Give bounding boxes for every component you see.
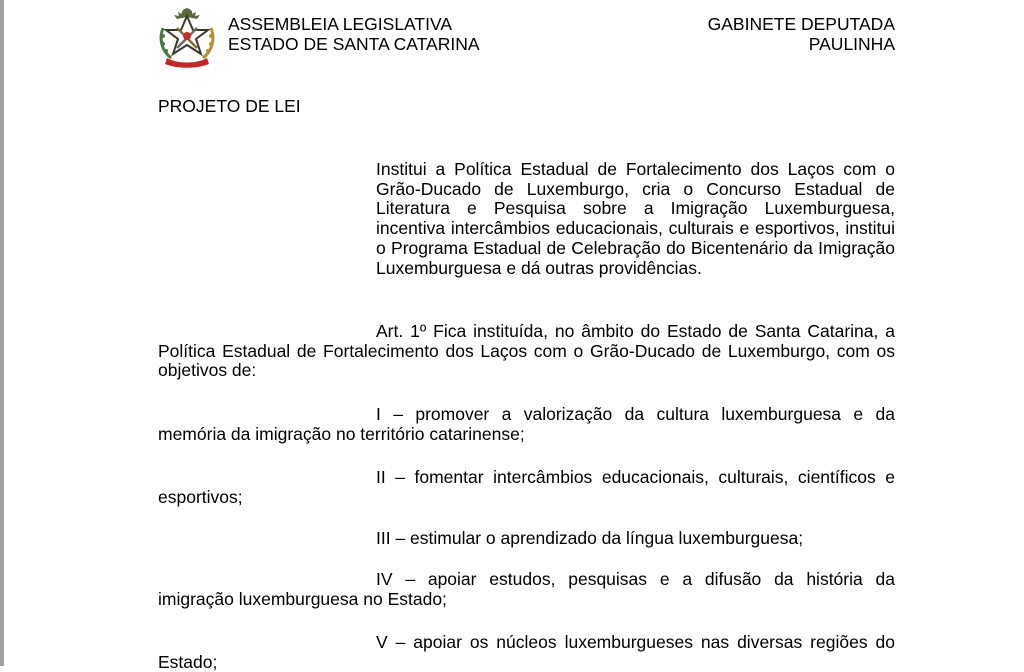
document-type-title: PROJETO DE LEI <box>158 96 301 116</box>
item-text: I – promover a valorização da cultura luxemburguesa e da memória da imigração no território catarinense; <box>158 404 895 444</box>
institution-line-1: ASSEMBLEIA LEGISLATIVA <box>228 14 453 34</box>
article-1-item-iv <box>158 570 895 609</box>
article-1-item-ii <box>158 468 895 507</box>
item-text: V – apoiar os núcleos luxemburgueses nas diversas regiões do Estado; <box>158 632 895 672</box>
institution-header <box>228 14 480 54</box>
office-line-1: GABINETE DEPUTADA <box>707 14 895 34</box>
institution-line-2: ESTADO DE SANTA CATARINA <box>228 34 480 54</box>
santa-catarina-coat-of-arms-icon <box>157 6 217 68</box>
article-1-item-v <box>158 633 895 672</box>
article-1-text: Art. 1º Fica instituída, no âmbito do Estado de Santa Catarina, a Política Estadual de Fortalecimento dos Laços com o Grão-Ducado de Luxemburgo, com os objetivos de: <box>158 321 895 381</box>
item-text: III – estimular o aprendizado da língua luxemburguesa; <box>376 528 804 548</box>
article-1-paragraph <box>158 322 895 381</box>
article-1-item-i <box>158 405 895 444</box>
item-text: II – fomentar intercâmbios educacionais, culturais, científicos e esportivos; <box>158 467 895 507</box>
office-header <box>688 14 895 54</box>
office-line-2: PAULINHA <box>808 34 895 54</box>
item-text: IV – apoiar estudos, pesquisas e a difusão da história da imigração luxemburguesa no Estado; <box>158 569 895 609</box>
article-1-item-iii <box>158 529 895 549</box>
bill-summary-ementa: Institui a Política Estadual de Fortalecimento dos Laços com o Grão-Ducado de Luxemburgo, cria o Concurso Estadual de Literatura e Pesquisa sobre a Imigração Luxemburguesa, incentiva intercâmbios educacionais, culturais e esportivos, institui o Programa Estadual de Celebração do Bicentenário da Imigração Luxemburguesa e dá outras providências. <box>376 159 895 278</box>
